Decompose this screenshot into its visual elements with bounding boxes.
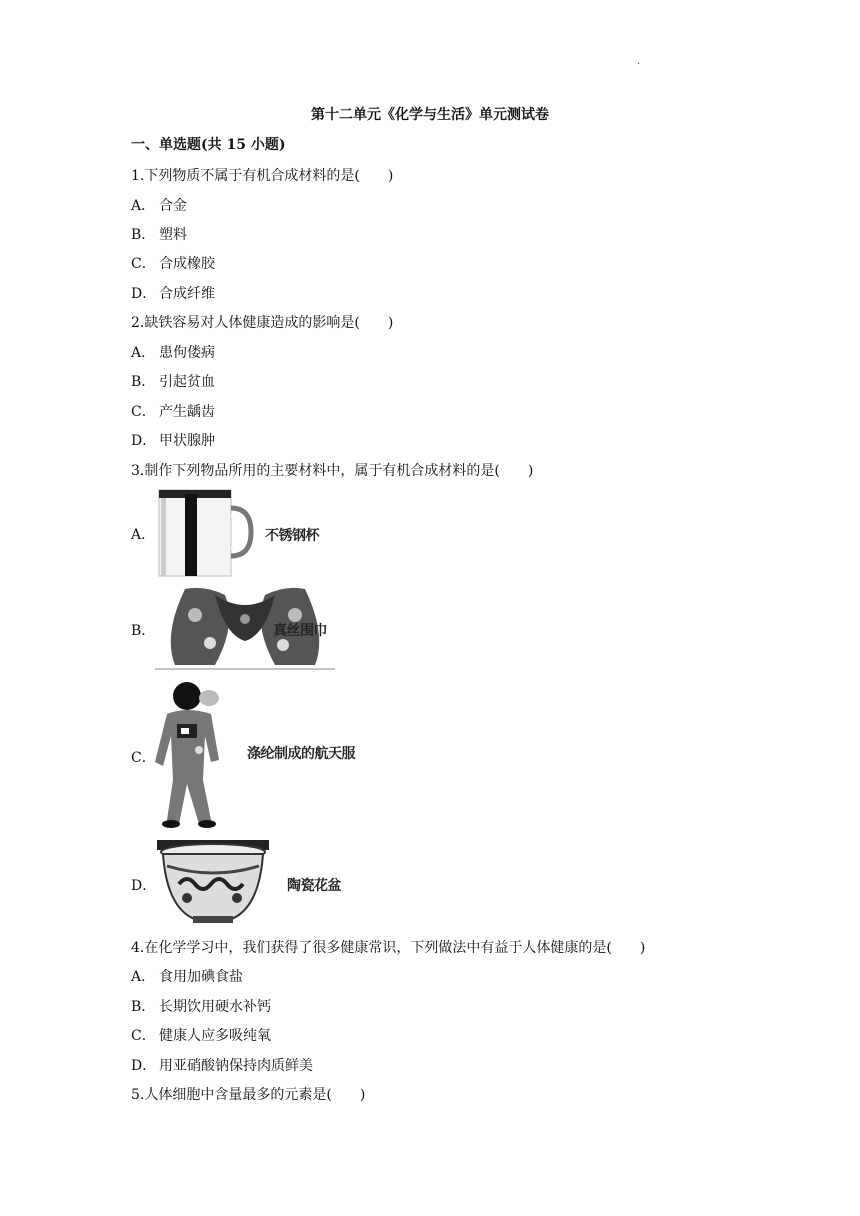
question-2-option-c <box>131 401 215 421</box>
option-letter: C． <box>131 750 156 766</box>
option-letter: C． <box>131 1028 156 1044</box>
option-letter: B． <box>131 374 156 390</box>
spacesuit-icon <box>153 680 243 830</box>
question-4-option-a <box>131 966 243 986</box>
option-text: 健康人应多吸纯氧 <box>159 1028 271 1044</box>
question-2-option-a <box>131 342 215 362</box>
option-caption: 陶瓷花盆 <box>287 878 341 894</box>
option-letter: A． <box>131 198 156 214</box>
option-letter: C． <box>131 404 156 420</box>
option-letter: A． <box>131 969 156 985</box>
question-4-option-c <box>131 1025 271 1045</box>
question-3-stem: 3.制作下列物品所用的主要材料中，属于有机合成材料的是( ) <box>131 463 534 479</box>
question-2-stem: 2.缺铁容易对人体健康造成的影响是( ) <box>131 315 394 331</box>
option-letter: D． <box>131 878 157 894</box>
option-letter: D． <box>131 286 157 302</box>
question-3-option-d <box>131 840 391 925</box>
option-letter: C． <box>131 256 156 272</box>
page-title: 第十二单元《化学与生活》单元测试卷 <box>311 107 549 123</box>
option-text: 引起贫血 <box>159 374 215 390</box>
option-letter: B． <box>131 227 156 243</box>
option-letter: A． <box>131 345 156 361</box>
question-3-option-a <box>131 488 391 578</box>
option-text: 合成纤维 <box>159 286 215 302</box>
question-2-option-b <box>131 371 215 391</box>
option-text: 食用加碘食盐 <box>159 969 243 985</box>
option-caption: 不锈钢杯 <box>265 528 319 544</box>
question-3-option-b <box>131 585 391 671</box>
corner-mark: . <box>637 56 641 67</box>
option-text: 产生龋齿 <box>159 404 215 420</box>
option-caption: 真丝围巾 <box>273 623 327 639</box>
question-4-option-b <box>131 996 271 1016</box>
question-1-stem: 1.下列物质不属于有机合成材料的是( ) <box>131 168 394 184</box>
question-3-option-c <box>131 680 411 830</box>
option-text: 长期饮用硬水补钙 <box>159 999 271 1015</box>
option-text: 用亚硝酸钠保持肉质鲜美 <box>159 1058 313 1074</box>
question-2-option-d <box>131 430 215 450</box>
option-text: 塑料 <box>159 227 187 243</box>
question-4-option-d <box>131 1055 313 1075</box>
question-1-option-c <box>131 253 215 273</box>
question-1-option-a <box>131 195 187 215</box>
option-text: 合成橡胶 <box>159 256 215 272</box>
question-1-option-d <box>131 283 215 303</box>
section-heading: 一、单选题(共 15 小题) <box>131 137 286 153</box>
option-letter: A． <box>131 527 156 543</box>
option-letter: B． <box>131 623 156 639</box>
question-4-stem: 4.在化学学习中，我们获得了很多健康常识，下列做法中有益于人体健康的是( ) <box>131 940 646 956</box>
ceramic-pot-icon <box>157 840 271 925</box>
option-caption: 涤纶制成的航天服 <box>247 746 355 762</box>
option-letter: D． <box>131 433 157 449</box>
option-letter: D． <box>131 1058 157 1074</box>
question-1-option-b <box>131 224 187 244</box>
option-text: 甲状腺肿 <box>159 433 215 449</box>
steel-cup-icon <box>155 488 255 578</box>
question-5-stem: 5.人体细胞中含量最多的元素是( ) <box>131 1087 366 1103</box>
option-text: 合金 <box>159 198 187 214</box>
option-text: 患佝偻病 <box>159 345 215 361</box>
option-letter: B． <box>131 999 156 1015</box>
